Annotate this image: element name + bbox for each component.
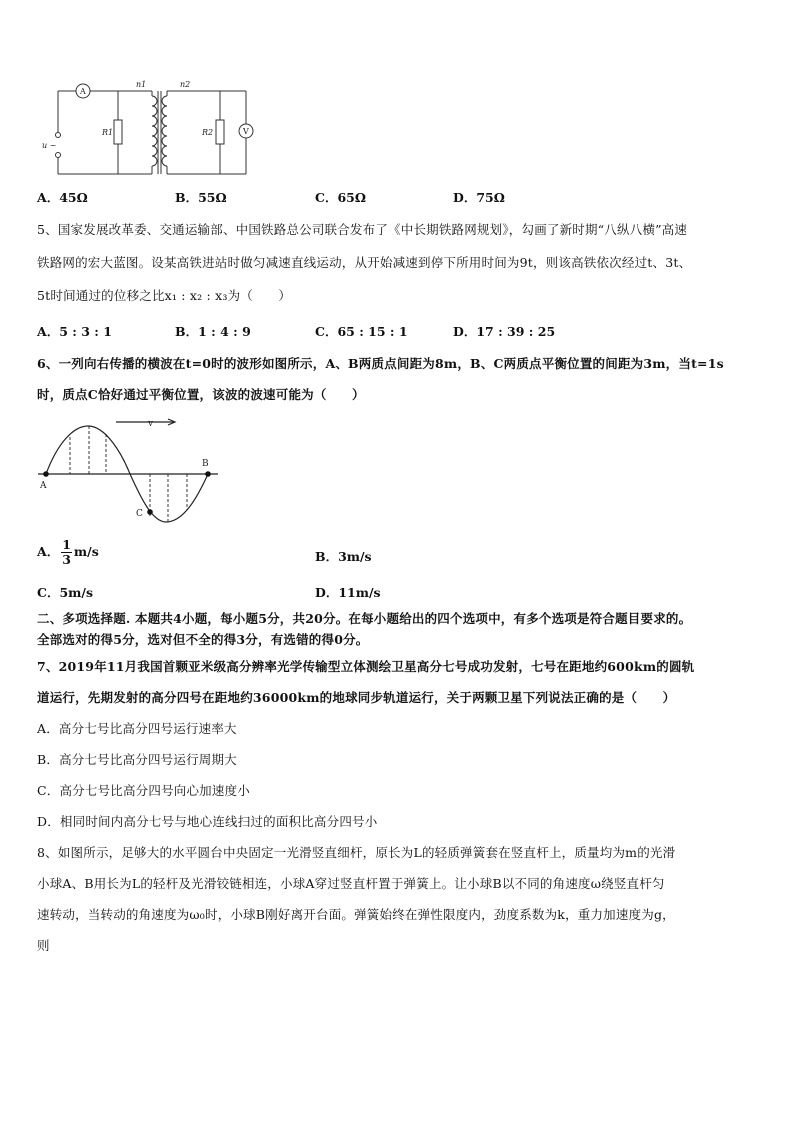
resistor-r2 <box>216 120 224 144</box>
terminal-top <box>56 133 61 138</box>
section2-heading-line2: 全部选对的得5分，选对但不全的得3分，有选错的得0分。 <box>37 632 369 647</box>
resistor-r1 <box>114 120 122 144</box>
q6-option-c[interactable]: C．5m/s <box>37 585 93 600</box>
q6-option-a[interactable] <box>37 538 99 567</box>
n1-label: n1 <box>136 80 147 89</box>
fraction-numerator: 1 <box>62 537 71 552</box>
q8-stem-line4: 则 <box>37 938 50 953</box>
voltmeter-label: V <box>243 127 249 136</box>
q8-stem-line2: 小球A、B用长为L的轻杆及光滑铰链相连，小球A穿过竖直杆置于弹簧上。让小球B以不同的角速度ω绕竖直杆匀 <box>37 876 665 891</box>
q5-stem-line3: 5t时间通过的位移之比x₁ : x₂ : x₃为（ ） <box>37 288 292 303</box>
q5-option-c[interactable]: C．65 : 15 : 1 <box>315 324 408 339</box>
q6-option-a-unit: m/s <box>73 544 99 559</box>
q4-option-b[interactable]: B．55Ω <box>175 190 227 205</box>
q5-option-b[interactable]: B．1 : 4 : 9 <box>175 324 251 339</box>
q5-option-d[interactable]: D．17 : 39 : 25 <box>453 324 556 339</box>
label-c: C <box>136 509 143 519</box>
q5-stem-line2: 铁路网的宏大蓝图。设某高铁进站时做匀减速直线运动，从开始减速到停下所用时间为9t，则该高铁依次经过t、3t、 <box>37 255 692 270</box>
q8-stem-line3: 速转动，当转动的角速度为ω₀时，小球B刚好离开台面。弹簧始终在弹性限度内，劲度系数为k，重力加速度为g， <box>37 907 675 922</box>
q6-option-b[interactable]: B．3m/s <box>315 549 372 564</box>
primary-coil <box>152 96 157 166</box>
r1-label: R1 <box>102 128 114 137</box>
label-a: A <box>40 481 47 491</box>
q7-option-a[interactable]: A．高分七号比高分四号运行速率大 <box>37 721 237 736</box>
q4-option-c[interactable]: C．65Ω <box>315 190 366 205</box>
q6-option-d[interactable]: D．11m/s <box>315 585 381 600</box>
terminal-bottom <box>56 153 61 158</box>
point-c <box>147 509 153 515</box>
q7-option-c[interactable]: C．高分七号比高分四号向心加速度小 <box>37 783 250 798</box>
fraction-denominator: 3 <box>62 552 71 567</box>
transformer-circuit-figure <box>40 78 270 178</box>
u-label: u ~ <box>42 141 57 150</box>
q6-stem-line2: 时，质点C恰好通过平衡位置，该波的波速可能为（ ） <box>37 387 365 402</box>
q8-stem-line1: 8、如图所示，足够大的水平圆台中央固定一光滑竖直细杆，原长为L的轻质弹簧套在竖直杆上，质量均为m的光滑 <box>37 845 676 860</box>
q5-stem-line1: 5、国家发展改革委、交通运输部、中国铁路总公司联合发布了《中长期铁路网规划》，勾画了新时期“八纵八横”高速 <box>37 222 688 237</box>
q6-option-a-label: A． <box>37 544 60 559</box>
n2-label: n2 <box>180 80 191 89</box>
q7-stem-line2: 道运行，先期发射的高分四号在距地约36000km的地球同步轨道运行，关于两颗卫星下列说法正确的是（ ） <box>37 690 676 705</box>
section2-heading-line1: 二、多项选择题. 本题共4小题，每小题5分，共20分。在每小题给出的四个选项中，有多个选项是符合题目要求的。 <box>37 611 692 626</box>
label-b: B <box>202 459 209 469</box>
q4-option-a[interactable]: A．45Ω <box>37 190 88 205</box>
q5-option-a[interactable]: A．5 : 3 : 1 <box>37 324 112 339</box>
point-b <box>205 471 211 477</box>
q4-option-d[interactable]: D．75Ω <box>453 190 505 205</box>
r2-label: R2 <box>202 128 214 137</box>
point-a <box>43 471 49 477</box>
ammeter-label: A <box>80 87 86 96</box>
velocity-label: v <box>148 419 154 429</box>
secondary-coil <box>162 96 167 166</box>
q7-option-b[interactable]: B．高分七号比高分四号运行周期大 <box>37 752 237 767</box>
q7-option-d[interactable]: D．相同时间内高分七号与地心连线扫过的面积比高分四号小 <box>37 814 378 829</box>
q7-stem-line1: 7、2019年11月我国首颗亚米级高分辨率光学传输型立体测绘卫星高分七号成功发射，七号在距地约600km的圆轨 <box>37 659 695 674</box>
fraction-one-third <box>61 538 72 567</box>
wave-figure <box>36 412 226 532</box>
q6-stem-line1: 6、一列向右传播的横波在t=0时的波形如图所示，A、B两质点间距为8m，B、C两质点平衡位置的间距为3m，当t=1s <box>37 356 724 371</box>
